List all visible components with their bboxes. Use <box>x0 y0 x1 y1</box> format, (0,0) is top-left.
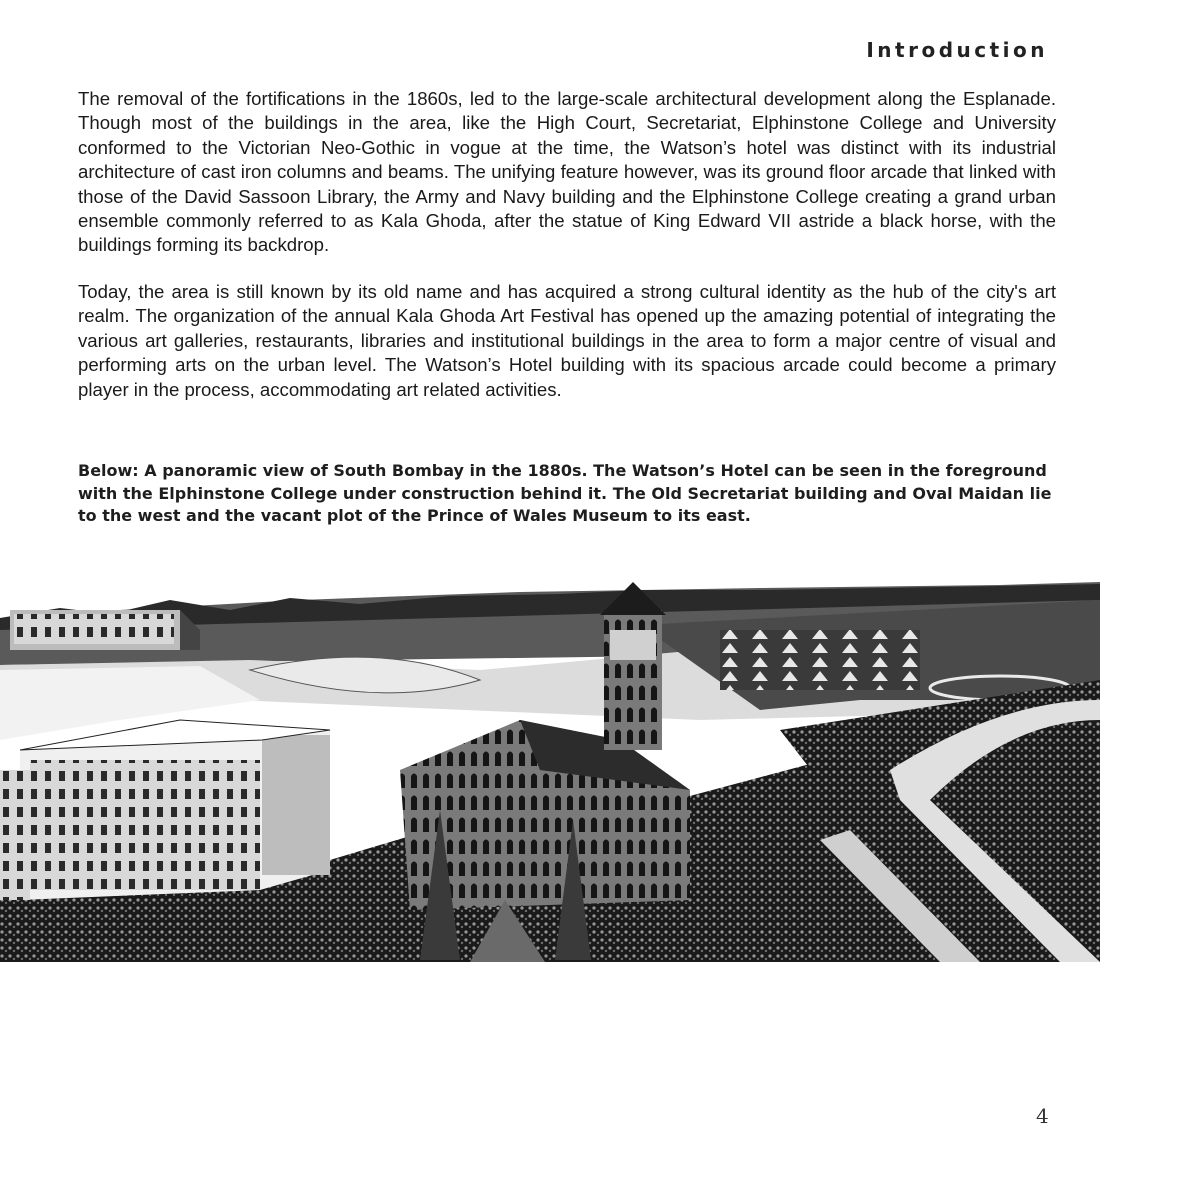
secretariat-building <box>10 610 200 650</box>
page-number: 4 <box>1036 1104 1049 1128</box>
watsons-hotel-building <box>0 720 330 900</box>
section-title: Introduction <box>866 38 1048 62</box>
body-paragraph-1: The removal of the fortifications in the 1860s, led to the large-scale architectural development along the Esplanade. Though most of the buildings in the area, like the High Court, Secretariat, Elphinstone College and University conformed to the Victorian Neo-Gothic in vogue at the time, the Watson’s hotel was distinct with its industrial architecture of cast iron columns and beams. The unifying feature however, was its ground floor arcade that linked with those of the David Sassoon Library, the Army and Navy building and the Elphinstone College creating a grand urban ensemble commonly referred to as Kala Ghoda, after the statue of King Edward VII astride a black horse, with the buildings forming its backdrop. <box>78 88 1056 256</box>
body-paragraph-2: Today, the area is still known by its old name and has acquired a strong cultural identity as the hub of the city's art realm. The organization of the annual Kala Ghoda Art Festival has opened up the amazing potential of integrating the various art galleries, restaurants, libraries and institutional buildings in the area to form a major centre of visual and performing arts on the urban level. The Watson’s Hotel building with its spacious arcade could become a primary player in the process, accommodating art related activities. <box>78 281 1056 400</box>
photo-caption: Below: A panoramic view of South Bombay in the 1880s. The Watson’s Hotel can be seen in the foreground with the Elphinstone College under construction behind it. The Old Secretariat building and Oval Maidan lie to the west and the vacant plot of the Prince of Wales Museum to its east. <box>78 461 1052 526</box>
panoramic-photo <box>0 570 1100 962</box>
